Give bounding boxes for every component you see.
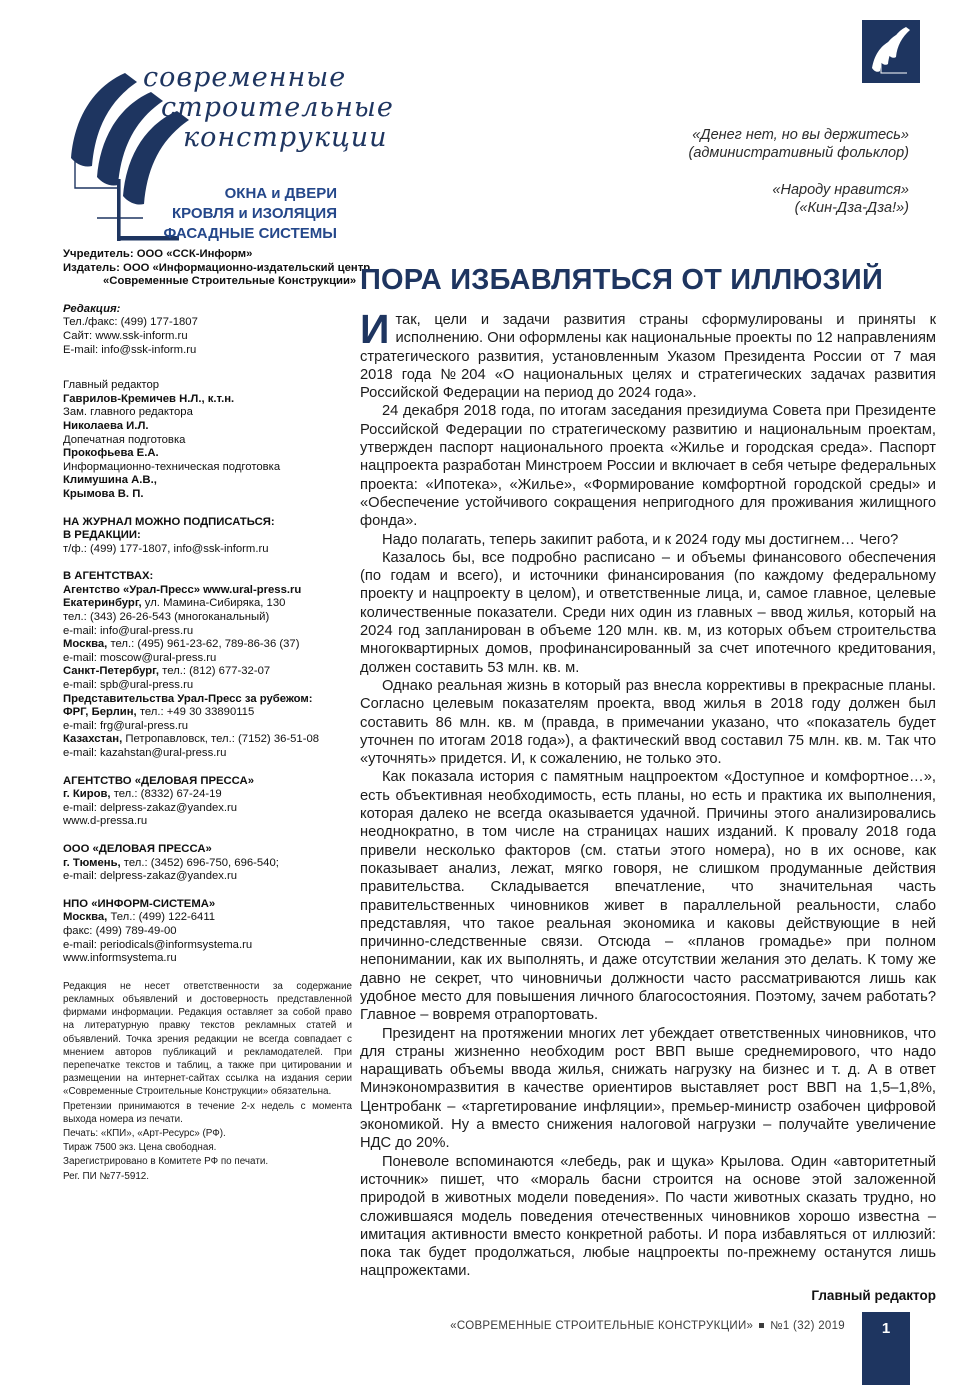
logo-tagline-line: КРОВЛЯ и ИЗОЛЯЦИЯ bbox=[171, 205, 337, 222]
sidebar-line: ООО «ДЕЛОВАЯ ПРЕССА» bbox=[63, 842, 212, 855]
sidebar-disclaimer-paragraph: Претензии принимаются в течение 2-х недель с момента выхода номера из печати. bbox=[63, 1100, 352, 1125]
sidebar-disclaimer-paragraph: Печать: «КПИ», «Арт-Ресурс» (РФ). bbox=[63, 1127, 226, 1139]
sidebar-line: Тел./факс: (499) 177-1807 bbox=[63, 316, 198, 329]
sidebar bbox=[63, 248, 371, 1184]
sidebar-disclaimer-paragraph: Тираж 7500 экз. Цена свободная. bbox=[63, 1142, 217, 1154]
sidebar-line: В АГЕНТСТВАХ: bbox=[63, 570, 154, 583]
lead-paragraph bbox=[360, 306, 936, 402]
sidebar-line: Представительства Урал-Пресс за рубежом: bbox=[63, 692, 313, 705]
sidebar-line: Казахстан, Петропавловск, тел.: (7152) 36-51-08 bbox=[63, 733, 320, 746]
footer-journal-name: «СОВРЕМЕННЫЕ СТРОИТЕЛЬНЫЕ КОНСТРУКЦИИ» bbox=[450, 1320, 754, 1332]
delovaya-pressa-tyumen-block bbox=[63, 843, 352, 884]
sidebar-line: Агентство «Урал-Пресс» www.ural-press.ru bbox=[63, 583, 302, 596]
sidebar-line: Издатель: ООО «Информационно-издательский центр bbox=[63, 261, 371, 274]
sidebar-line: Информационно-техническая подготовка bbox=[63, 460, 281, 473]
logo-script-line: строительные bbox=[161, 92, 394, 123]
sidebar-line: e-mail: kazahstan@ural-press.ru bbox=[63, 747, 227, 759]
agencies-block bbox=[63, 570, 352, 760]
sidebar-line: e-mail: delpress-zakaz@yandex.ru bbox=[63, 870, 238, 883]
logo-tagline-line: ОКНА и ДВЕРИ bbox=[224, 185, 337, 202]
sidebar-line: т/ф.: (499) 177-1807, info@ssk-inform.ru bbox=[63, 542, 269, 555]
corner-swoosh-icon bbox=[862, 20, 920, 83]
sidebar-line: Екатеринбург, ул. Мамина-Сибиряка, 130 bbox=[63, 597, 286, 610]
sidebar-line: «Современные Строительные Конструкции» bbox=[103, 275, 357, 288]
epigraph-source: («Кин-Дза-Дза!») bbox=[794, 200, 909, 216]
epigraphs bbox=[688, 126, 909, 236]
page-number-badge: 1 bbox=[862, 1312, 910, 1385]
sidebar-line: Прокофьева Е.А. bbox=[63, 447, 159, 460]
sidebar-line: Зам. главного редактора bbox=[63, 406, 193, 419]
article-paragraph: 24 декабря 2018 года, по итогам заседания президиума Совета при Президенте Российской Федерации по стратегическому развитию и национальным проектам, утвержден паспорт национального проекта «Жилье и городская среда». Паспорт нацпроекта разработан Минстроем России и включает в себя четыре федеральных проекта: «Ипотека», «Жилье», «Формирование комфортной городской среды» и «Обеспечение устойчивого сокращения непригодного для проживания жилищного фонда». bbox=[360, 403, 936, 530]
sidebar-line: Николаева И.Л. bbox=[63, 419, 149, 432]
sidebar-line: Москва, тел.: (495) 961-23-62, 789-86-36 (37) bbox=[63, 638, 300, 651]
founder-block bbox=[63, 248, 371, 289]
informsystema-block bbox=[63, 898, 352, 966]
logo-tagline bbox=[163, 184, 337, 244]
sidebar-line: г. Киров, тел.: (8332) 67-24-19 bbox=[63, 788, 222, 801]
sidebar-line: Климушина А.В., bbox=[63, 474, 157, 487]
epigraph-source: (административный фольклор) bbox=[688, 145, 909, 161]
sidebar-line: Москва, Тел.: (499) 122-6411 bbox=[63, 911, 216, 924]
sidebar-line: тел.: (343) 26-26-543 (многоканальный) bbox=[63, 611, 270, 624]
disclaimer-block bbox=[63, 980, 352, 1183]
article-paragraphs bbox=[360, 402, 936, 1280]
sidebar-line: Санкт-Петербург, тел.: (812) 677-32-07 bbox=[63, 665, 271, 678]
sidebar-line: Учредитель: ООО «ССК-Информ» bbox=[63, 248, 253, 260]
epigraph-block bbox=[688, 181, 909, 217]
sidebar-disclaimer-paragraph: Рег. ПИ №77-5912. bbox=[63, 1170, 150, 1182]
sidebar-line: e-mail: spb@ural-press.ru bbox=[63, 679, 194, 692]
sidebar-line: Гаврилов-Кремичев Н.Л., к.т.н. bbox=[63, 392, 235, 405]
article-paragraph: Как показала история с памятным нацпроектом «Доступное и комфортное…», есть объективная необходимость, есть планы, но есть и практика их выполнения, которая далеко не всегда оказывается удачной. Причины этого анализировались неоднократно, в том числе на страницах наших изданий. К провалу 2018 года привели несколько факторов (см. статьи этого номера), но в их основе, как показывает анализ, лежат, мягко говоря, не слишком продуманные действия правительства. Складывается впечатление, что значительная часть правительственных чиновников живет в параллельной реальности, слабо представляя, что такое реальная экономика и каковы действующие в ней причинно-следственные связи. Отсюда – «планов громадье» при полном непонимании, как их выполнять, и даже отсутствии желания это делать. К тому же давно не секрет, что чиновничьи должности часто рассматриваются лишь как удобное место для повышения личного благосостояния. Поэтому, зачем работать? Главное – вовремя отрапортовать. bbox=[360, 769, 936, 1024]
logo-script-line: современные bbox=[143, 62, 347, 93]
staff-block bbox=[63, 379, 352, 501]
logo-tagline-line: ФАСАДНЫЕ СИСТЕМЫ bbox=[163, 225, 337, 242]
footer-issue: №1 (32) 2019 bbox=[770, 1320, 845, 1332]
corner-mark bbox=[862, 20, 920, 83]
sidebar-disclaimer-paragraph: Редакция не несет ответственности за содержание рекламных объявлений и достоверность представленной фирмами информации. Редакция оставляет за собой право на литературную правку текстов рекламных статей и объявлений. Точка зрения редакции не всегда совпадает с мнением авторов публикаций и рекламодателей. При перепечатке текстов и таблиц, а также при цитировании и размещении на интернет-сайтах ссылка на издания серии «Современные Строительные Конструкции» обязательна. bbox=[63, 980, 352, 1098]
ssk-logo bbox=[63, 46, 394, 252]
sidebar-line: В РЕДАКЦИИ: bbox=[63, 529, 141, 542]
article-paragraph: Президент на протяжении многих лет убеждает ответственных чиновников, что для страны жизненно необходим рост ВВП выше среднемирового, что надо наращивать объемы ввода жилья, снижать нагрузку на бизнес и т. д. А в ответ Минэкономразвития в качестве ориентиров выставляет рост ВВП на 1,5–1,8%, Центробанк – «таргетирование инфляции», премьер-министр озабочен цифровой экономикой. Ну а вместо снижения налоговой нагрузки – получайте увеличение НДС до 20%. bbox=[360, 1025, 936, 1152]
sidebar-line: Главный редактор bbox=[63, 379, 160, 392]
dropcap: И bbox=[360, 306, 390, 352]
article-signature: Главный редактор bbox=[811, 1287, 936, 1303]
footer-journal-line bbox=[450, 1320, 845, 1332]
sidebar-line: e-mail: frg@ural-press.ru bbox=[63, 719, 189, 732]
article-body bbox=[360, 306, 936, 1305]
sidebar-line: Редакция: bbox=[63, 302, 121, 315]
sidebar-line: E-mail: info@ssk-inform.ru bbox=[63, 343, 197, 356]
footer-separator-square bbox=[759, 1323, 764, 1328]
article-paragraph: Казалось бы, все подробно расписано – и объемы финансового обеспечения (по годам и всего), и источники финансирования (по каждому федеральному проекту и нацпроекту в целом), и ответственные лица, и, самое главное, целевые количественные показатели. Среди них один из главных – ввод жилья, который на 2024 год запланирован в объеме 120 млн. кв. м, из которых объем строительства многоквартирных домов, профинансированный за счет ипотечного кредитования, должен составить 53 млн. кв. м. bbox=[360, 549, 936, 676]
editorial-contacts-block bbox=[63, 303, 352, 357]
sidebar-line: Сайт: www.ssk-inform.ru bbox=[63, 329, 188, 342]
sidebar-line: e-mail: info@ural-press.ru bbox=[63, 624, 194, 637]
sidebar-line: e-mail: moscow@ural-press.ru bbox=[63, 651, 217, 664]
logo-script-line: конструкции bbox=[183, 122, 388, 153]
sidebar-line: г. Тюмень, тел.: (3452) 696-750, 696-540; bbox=[63, 856, 279, 869]
epigraph-quote: «Народу нравится» bbox=[772, 182, 909, 198]
epigraph-block bbox=[688, 126, 909, 162]
article-title: ПОРА ИЗБАВЛЯТЬСЯ ОТ ИЛЛЮЗИЙ bbox=[360, 264, 884, 296]
sidebar-line: Допечатная подготовка bbox=[63, 433, 186, 446]
sidebar-line: НА ЖУРНАЛ МОЖНО ПОДПИСАТЬСЯ: bbox=[63, 515, 275, 528]
sidebar-line: www.d-pressa.ru bbox=[63, 815, 148, 828]
sidebar-line: факс: (499) 789-49-00 bbox=[63, 924, 177, 937]
article-paragraph: Надо полагать, теперь закипит работа, и к 2024 году мы достигнем… Чего? bbox=[382, 531, 899, 548]
sidebar-disclaimer-paragraph: Зарегистрировано в Комитете РФ по печати. bbox=[63, 1156, 269, 1168]
sidebar-line: НПО «ИНФОРМ-СИСТЕМА» bbox=[63, 897, 216, 910]
epigraph-quote: «Денег нет, но вы держитесь» bbox=[692, 127, 909, 143]
lead-text: так, цели и задачи развития страны сформулированы и приняты к исполнению. Они оформлены как национальные проекты по 12 направлениям стратегического развития, установленным Указом Президента России от 7 мая 2018 года №204 «О национальных целях и стратегических задачах развития Российской Федерации на период до 2024 года». bbox=[360, 312, 936, 402]
article bbox=[360, 264, 936, 1305]
sidebar-line: e-mail: delpress-zakaz@yandex.ru bbox=[63, 801, 238, 814]
sidebar-line: www.informsystema.ru bbox=[63, 952, 177, 965]
article-paragraph: Однако реальная жизнь в который раз внесла коррективы в прекрасные планы. Согласно целевым показателям проекта, ввод жилья в 2018 году должен был составить 86 млн. кв. м (правда, в примечании указано, что «показатель будет уточнен по итогам 2018 года»), а фактический ввод составил 75 млн. кв. м. Так что «уточнять» придется. И, к сожалению, не только это. bbox=[360, 677, 936, 768]
sidebar-line: Крымова В. П. bbox=[63, 487, 144, 500]
subscribe-block bbox=[63, 516, 352, 557]
delovaya-pressa-kirov-block bbox=[63, 775, 352, 829]
sidebar-line: e-mail: periodicals@informsystema.ru bbox=[63, 938, 253, 951]
sidebar-line: ФРГ, Берлин, тел.: +49 30 33890115 bbox=[63, 706, 255, 719]
article-paragraph: Поневоле вспоминаются «лебедь, рак и щука» Крылова. Один «авторитетный источник» пишет, что «мораль басни строится на основе этой заложенной природой в животных модели поведения». По части животных сказать трудно, но сложившаяся модель поведения отечественных чиновников хорошо известна – имитация активности вместо конкретной работы. И пора избавляться от иллюзий: пока так будет продолжаться, любые нацпроекты по-прежнему останутся лишь нацпрожектами. bbox=[360, 1153, 936, 1280]
sidebar-line: АГЕНТСТВО «ДЕЛОВАЯ ПРЕССА» bbox=[63, 774, 254, 787]
